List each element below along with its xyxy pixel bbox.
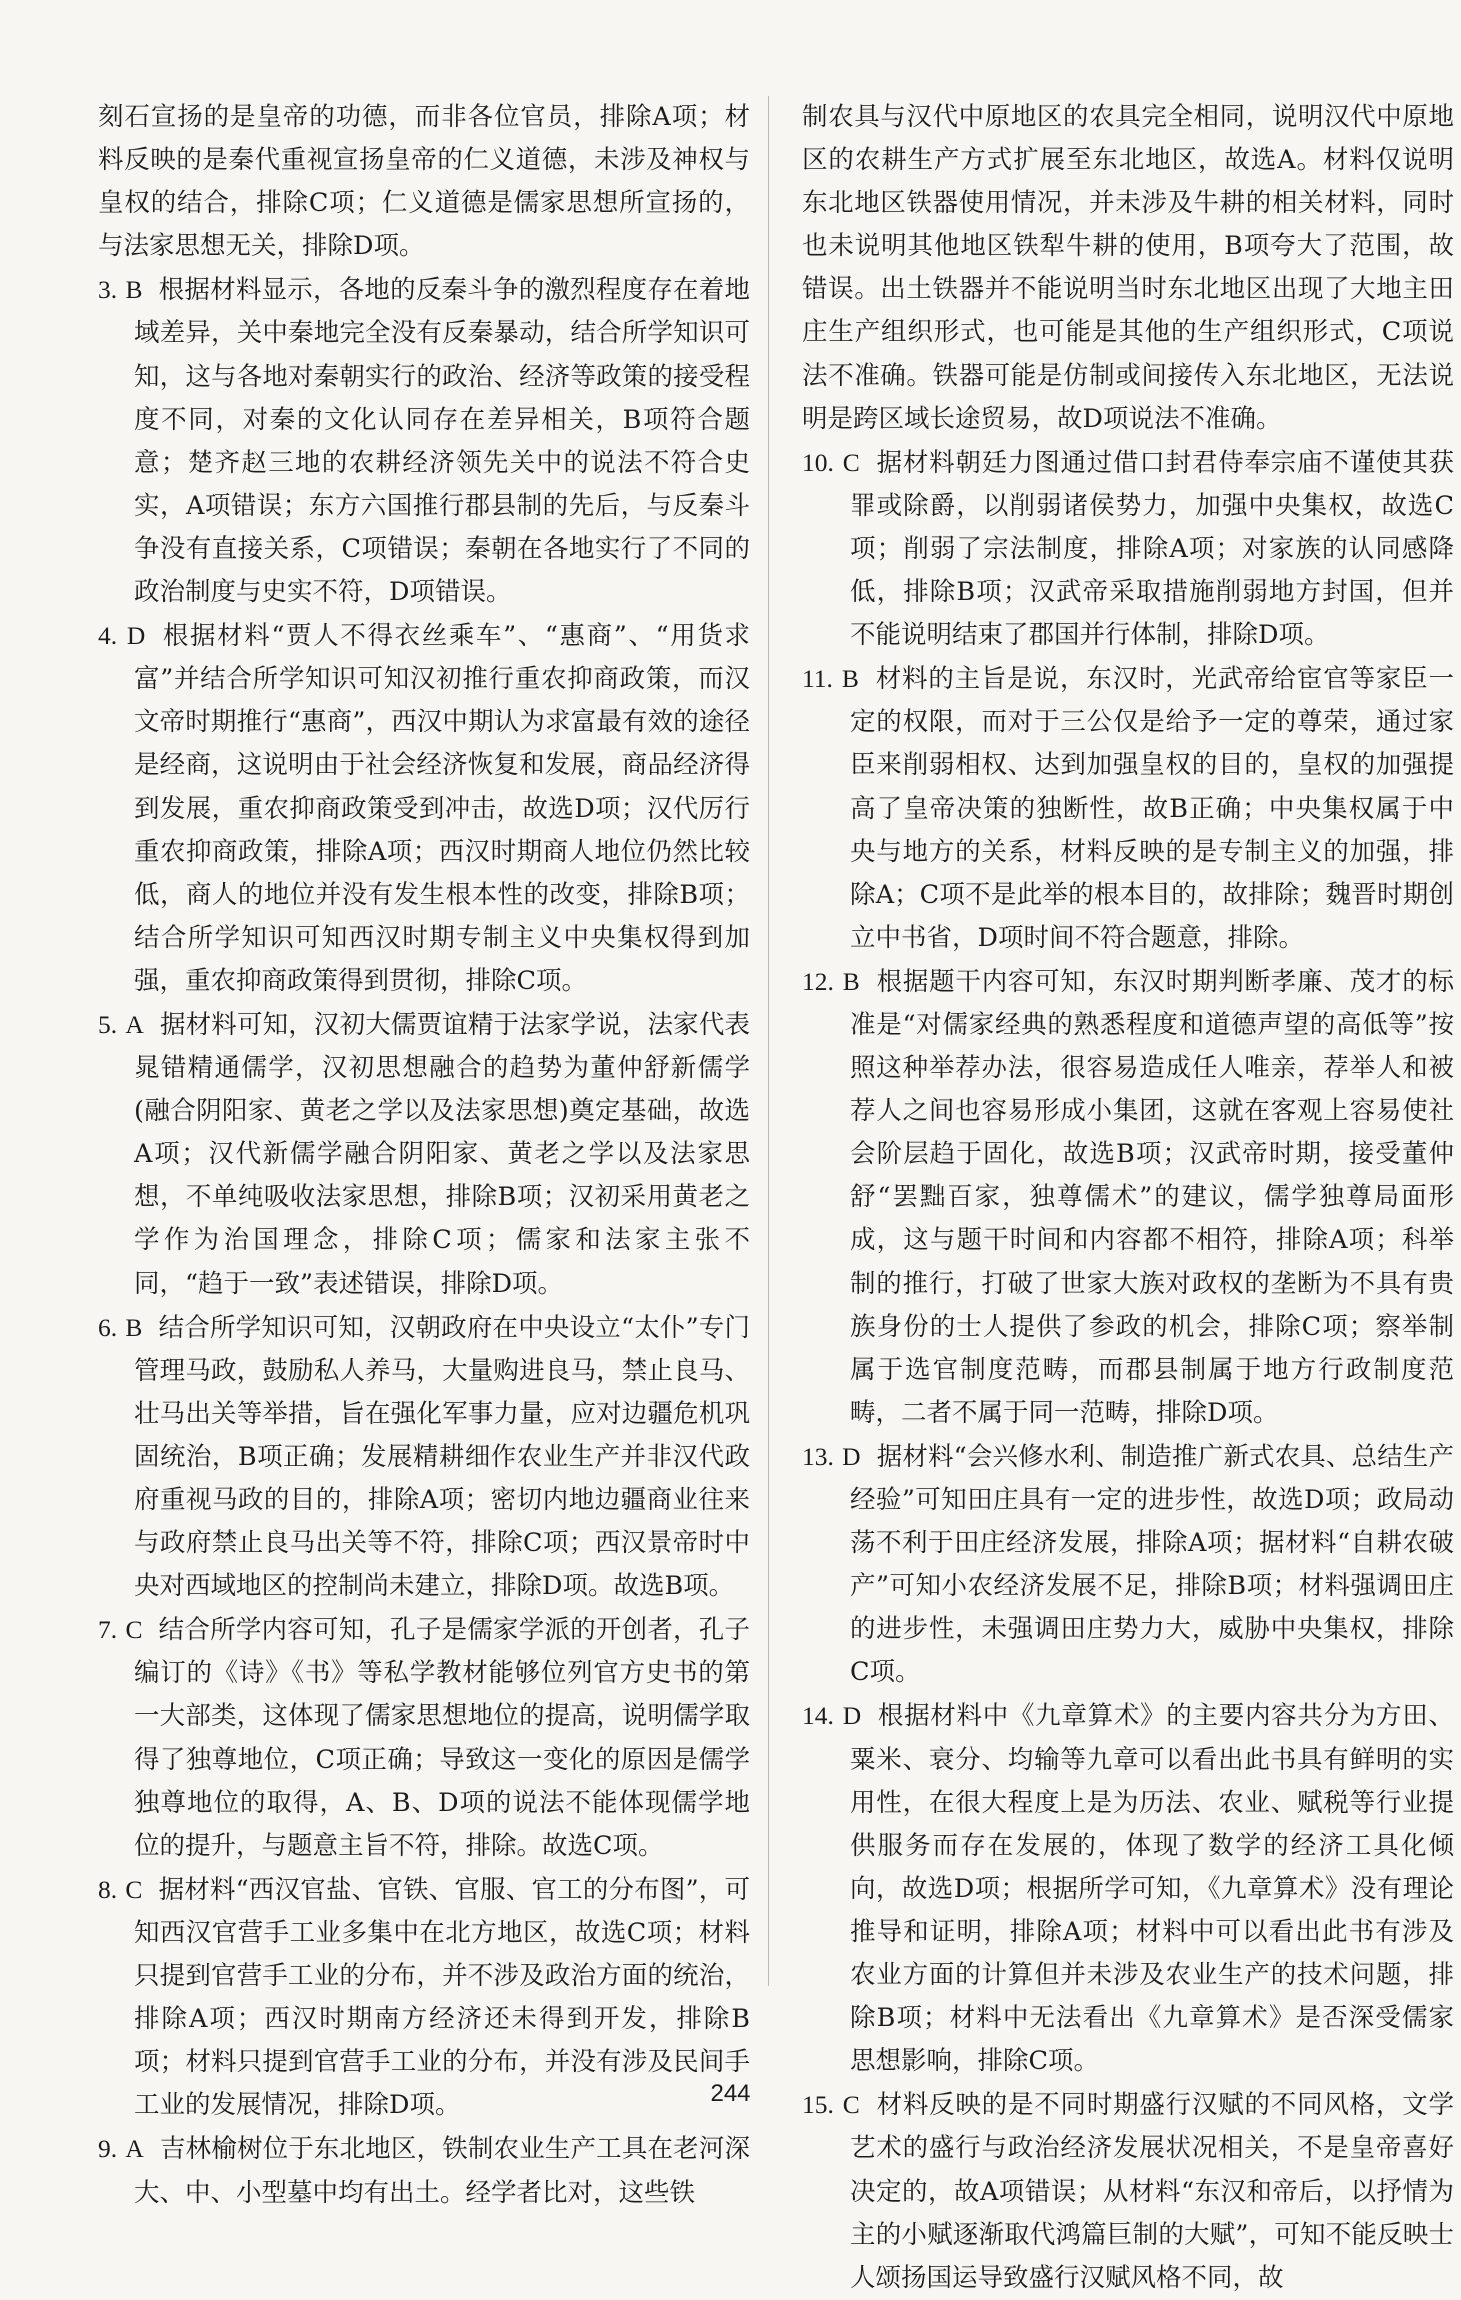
explanation-text: 结合所学知识可知，汉朝政府在中央设立“太仆”专门管理马政，鼓励私人养马，大量购进良马，禁止良马、壮马出关等举措，旨在强化军事力量，应对边疆危机巩固统治，B项正确；发展精耕细作农业生产并非汉代政府重视马政的目的，排除A项；密切内地边疆商业往来与政府禁止良马出关等不符，排除C项；西汉景帝时中央对西域地区的控制尚未建立，排除D项。故选B项。	[134, 1312, 750, 1602]
answer-letter: B	[125, 1312, 143, 1342]
question-number: 15.	[802, 2090, 834, 2120]
question-number: 6.	[98, 1312, 118, 1342]
explanation-text: 据材料朝廷力图通过借口封君侍奉宗庙不谨使其获罪或除爵，以削弱诸侯势力，加强中央集权，故选C项；削弱了宗法制度，排除A项；对家族的认同感降低，排除B项；汉武帝采取措施削弱地方封国，但并不能说明结束了郡国并行体制，排除D项。	[850, 447, 1454, 651]
answer-item	[802, 960, 1454, 1435]
explanation-text: 根据题干内容可知，东汉时期判断孝廉、茂才的标准是“对儒家经典的熟悉程度和道德声望的高低等”按照这种举荐办法，很容易造成任人唯亲，荐举人和被荐人之间也容易形成小集团，这就在客观上容易使社会阶层趋于固化，故选B项；汉武帝时期，接受董仲舒“罢黜百家，独尊儒术”的建议，儒学独尊局面形成，这与题干时间和内容都不相符，排除A项；科举制的推行，打破了世家大族对政权的垄断为不具有贵族身份的士人提供了参政的机会，排除C项；察举制属于选官制度范畴，而郡县制属于地方行政制度范畴，二者不属于同一范畴，排除D项。	[850, 966, 1454, 1428]
question-number: 14.	[802, 1701, 834, 1731]
answer-letter: D	[126, 621, 146, 651]
right-answer-list	[802, 441, 1454, 2300]
explanation-text: 结合所学内容可知，孔子是儒家学派的开创者，孔子编订的《诗》《书》等私学教材能够位列官方史书的第一大部类，这体现了儒家思想地位的提高，说明儒学取得了独尊地位，C项正确；导致这一变化的原因是儒学独尊地位的取得，A、B、D项的说法不能体现儒学地位的提升，与题意主旨不符，排除。故选C项。	[134, 1615, 750, 1861]
answer-letter: C	[125, 1615, 143, 1645]
answer-letter: C	[842, 447, 860, 477]
answer-item	[98, 268, 750, 614]
answer-letter: B	[842, 966, 860, 996]
explanation-text: 根据材料“贾人不得衣丝乘车”、“惠商”、“用货求富”并结合所学知识可知汉初推行重农抑商政策，而汉文帝时期推行“惠商”，西汉中期认为求富最有效的途径是经商，这说明由于社会经济恢复和发展，商品经济得到发展，重农抑商政策受到冲击，故选D项；汉代厉行重农抑商政策，排除A项；西汉时期商人地位仍然比较低，商人的地位并没有发生根本性的改变，排除B项；结合所学知识可知西汉时期专制主义中央集权得到加强，重农抑商政策得到贯彻，排除C项。	[134, 621, 750, 996]
question-number: 11.	[802, 664, 833, 694]
explanation-text: 据材料可知，汉初大儒贾谊精于法家学说，法家代表晁错精通儒学，汉初思想融合的趋势为董仲舒新儒学(融合阴阳家、黄老之学以及法家思想)奠定基础，故选A项；汉代新儒学融合阴阳家、黄老之学以及法家思想，不单纯吸收法家思想，排除B项；汉初采用黄老之学作为治国理念，排除C项；儒家和法家主张不同，“趋于一致”表述错误，排除D项。	[134, 1009, 750, 1299]
question-number: 4.	[98, 621, 118, 651]
answer-letter: D	[842, 1701, 862, 1731]
answer-item	[802, 1435, 1454, 1695]
continued-paragraph: 制农具与汉代中原地区的农具完全相同，说明汉代中原地区的农耕生产方式扩展至东北地区，故选A。材料仅说明东北地区铁器使用情况，并未涉及牛耕的相关材料，同时也未说明其他地区铁犁牛耕的使用，B项夸大了范围，故错误。出土铁器并不能说明当时东北地区出现了大地主田庄生产组织形式，也可能是其他的生产组织形式，C项说法不准确。铁器可能是仿制或间接传入东北地区，无法说明是跨区域长途贸易，故D项说法不准确。	[802, 102, 1454, 434]
explanation-text: 材料的主旨是说，东汉时，光武帝给宦官等家臣一定的权限，而对于三公仅是给予一定的尊荣，通过家臣来削弱相权、达到加强皇权的目的，皇权的加强提高了皇帝决策的独断性，故B正确；中央集权属于中央与地方的关系，材料反映的是专制主义的加强，排除A；C项不是此举的根本目的，故排除；魏晋时期创立中书省，D项时间不符合题意，排除。	[850, 664, 1454, 953]
answer-item	[802, 657, 1454, 960]
answer-letter: D	[842, 1441, 861, 1471]
left-answer-list	[98, 268, 750, 2214]
answer-letter: C	[842, 2090, 860, 2120]
question-number: 10.	[802, 447, 834, 477]
answer-item	[98, 1608, 750, 1868]
question-number: 8.	[98, 1874, 118, 1904]
left-column	[98, 96, 750, 2215]
answer-item	[98, 1306, 750, 1609]
question-number: 12.	[802, 966, 834, 996]
explanation-text: 吉林榆树位于东北地区，铁制农业生产工具在老河深大、中、小型墓中均有出土。经学者比对，这些铁	[134, 2134, 750, 2208]
page-number: 244	[710, 2080, 751, 2107]
answer-item	[802, 1694, 1454, 2083]
continued-paragraph: 刻石宣扬的是皇帝的功德，而非各位官员，排除A项；材料反映的是秦代重视宣扬皇帝的仁义道德，未涉及神权与皇权的结合，排除C项；仁义道德是儒家思想所宣扬的，与法家思想无关，排除D项。	[98, 102, 750, 262]
answer-letter: A	[125, 1009, 144, 1039]
column-divider	[768, 96, 769, 1986]
answer-item	[98, 1003, 750, 1306]
explanation-text: 据材料“会兴修水利、制造推广新式农具、总结生产经验”可知田庄具有一定的进步性，故选D项；政局动荡不利于田庄经济发展，排除A项；据材料“自耕农破产”可知小农经济发展不足，排除B项；材料强调田庄的进步性，未强调田庄势力大，威胁中央集权，排除C项。	[850, 1441, 1454, 1688]
answer-item	[802, 441, 1454, 657]
answer-letter: B	[841, 664, 859, 694]
question-number: 3.	[98, 275, 118, 305]
answer-item	[802, 2083, 1454, 2299]
explanation-text: 根据材料中《九章算术》的主要内容共分为方田、粟米、衰分、均输等九章可以看出此书具有鲜明的实用性，在很大程度上是为历法、农业、赋税等行业提供服务而存在发展的，体现了数学的经济工具化倾向，故选D项；根据所学可知，《九章算术》没有理论推导和证明，排除A项；材料中可以看出此书有涉及农业方面的计算但并未涉及农业生产的技术问题，排除B项；材料中无法看出《九章算术》是否深受儒家思想影响，排除C项。	[850, 1701, 1454, 2077]
answer-letter: C	[125, 1874, 143, 1904]
answer-letter: B	[125, 275, 143, 305]
explanation-text: 材料反映的是不同时期盛行汉赋的不同风格，文学艺术的盛行与政治经济发展状况相关，不是皇帝喜好决定的，故A项错误；从材料“东汉和帝后，以抒情为主的小赋逐渐取代鸿篇巨制的大赋”，可知不能反映士人颂扬国运导致盛行汉赋风格不同，故	[850, 2090, 1454, 2293]
right-column	[802, 96, 1454, 2300]
explanation-text: 根据材料显示，各地的反秦斗争的激烈程度存在着地域差异，关中秦地完全没有反秦暴动，结合所学知识可知，这与各地对秦朝实行的政治、经济等政策的接受程度不同，对秦的文化认同存在差异相关，B项符合题意；楚齐赵三地的农耕经济领先关中的说法不符合史实，A项错误；东方六国推行郡县制的先后，与反秦斗争没有直接关系，C项错误；秦朝在各地实行了不同的政治制度与史实不符，D项错误。	[134, 275, 750, 608]
question-number: 5.	[98, 1009, 118, 1039]
question-number: 13.	[802, 1441, 834, 1471]
question-number: 9.	[98, 2134, 118, 2164]
answer-letter: A	[125, 2134, 144, 2164]
question-number: 7.	[98, 1615, 118, 1645]
answer-item	[98, 2127, 750, 2214]
explanation-text: 据材料“西汉官盐、官铁、官服、官工的分布图”，可知西汉官营手工业多集中在北方地区，故选C项；材料只提到官营手工业的分布，并不涉及政治方面的统治，排除A项；西汉时期南方经济还未得到开发，排除B项；材料只提到官营手工业的分布，并没有涉及民间手工业的发展情况，排除D项。	[134, 1874, 750, 2121]
answer-item	[98, 614, 750, 1003]
